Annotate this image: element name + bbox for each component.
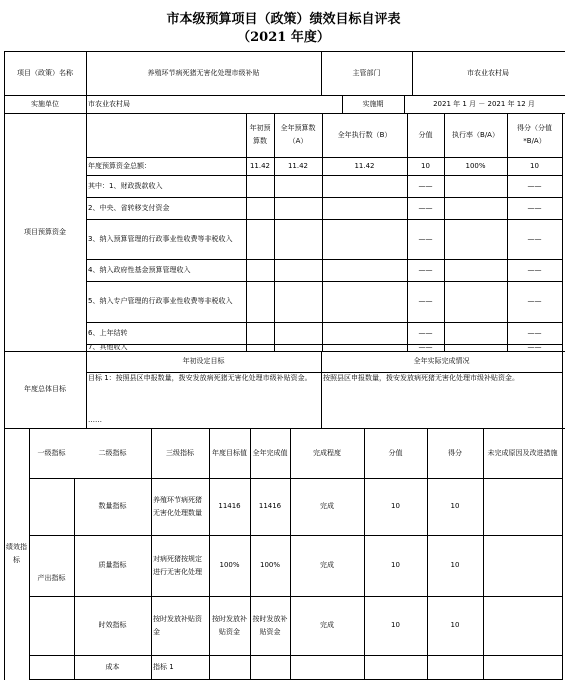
budget-row-label: 7、其他收入 [88, 344, 128, 351]
goals-actual-text: 按照县区申报数量，拨安发放病死猪无害化处理市级补贴资金。 [323, 374, 519, 382]
ind-row-target [209, 655, 250, 679]
budget-row-rate [444, 259, 507, 281]
budget-row-rate [444, 344, 507, 351]
ind-row-reason [483, 596, 562, 655]
budget-row-got: —— [527, 265, 542, 274]
budget-row-initial [246, 344, 274, 351]
evaluation-table [4, 51, 564, 679]
budget-row-score: —— [418, 297, 433, 305]
budget-row-initial: 11.42 [249, 161, 271, 170]
budget-row-score: —— [418, 344, 433, 351]
dept-value: 市农业农村局 [467, 68, 509, 77]
budget-row-executed [322, 175, 407, 197]
ind-row-got: 10 [450, 621, 460, 629]
budget-row-rate [444, 175, 507, 197]
goals-planned-text: 目标 1：按照县区申报数量，拨安发放病死猪无害化处理市级补贴资金。 [88, 374, 312, 382]
budget-header-initial: 年初预算数 [249, 124, 271, 145]
ind-header-level2: 二级指标 [98, 448, 127, 457]
ind-row-got: 10 [450, 502, 460, 510]
ind-row-level2: 质量指标 [98, 561, 127, 569]
budget-row-annual [274, 197, 322, 219]
budget-row-executed [322, 259, 407, 281]
budget-row-label: 5、纳入专户管理的行政事业性收费等非税收入 [88, 297, 233, 305]
unit-value: 市农业农村局 [88, 99, 130, 108]
ind-header-level3: 三级指标 [166, 448, 194, 457]
ind-row-score [364, 655, 427, 679]
ind-header-level1: 一级指标 [37, 448, 66, 457]
budget-row-annual [274, 344, 322, 351]
ind-row-level3: 按时发放补贴资金 [153, 614, 202, 636]
budget-row-score: —— [418, 328, 433, 337]
ind-row-score: 10 [391, 621, 400, 629]
budget-header-annual: 全年预算数（A） [280, 124, 316, 145]
budget-row-got: 10 [530, 161, 539, 170]
ind-row-level3: 指标 1 [153, 662, 174, 671]
budget-row-executed [322, 344, 407, 351]
budget-row-executed [322, 322, 407, 344]
ind-row-degree: 完成 [320, 621, 334, 629]
ind-row-got: 10 [450, 561, 460, 569]
budget-row-initial [246, 197, 274, 219]
budget-row-score: —— [418, 234, 433, 243]
dept-label: 主管部门 [352, 68, 381, 77]
ind-row-degree [290, 655, 364, 679]
indicators-section-label: 绩效指标 [6, 542, 27, 564]
budget-row-annual [274, 259, 322, 281]
grid-line [562, 113, 563, 429]
budget-row-rate [444, 281, 507, 322]
project-value: 养殖环节病死猪无害化处理市级补贴 [147, 68, 260, 77]
budget-row-score: —— [418, 203, 433, 212]
budget-row-score: —— [418, 181, 433, 190]
budget-row-initial [246, 259, 274, 281]
budget-row-annual [274, 219, 322, 259]
page-title: 市本级预算项目（政策）绩效目标自评表 [166, 12, 401, 27]
budget-header-got: 得分（分值*B/A） [517, 124, 552, 145]
budget-row-score: 10 [421, 161, 430, 170]
ind-row-reason [483, 478, 562, 535]
budget-row-got: —— [527, 234, 542, 243]
ind-row-degree: 完成 [320, 561, 334, 569]
ind-header-got: 得分 [448, 448, 462, 457]
budget-row-annual [274, 175, 322, 197]
budget-row-label: 4、纳入政府性基金预算管理收入 [88, 265, 191, 274]
ind-row-score: 10 [391, 561, 400, 569]
ind-row-actual: 11416 [258, 502, 282, 510]
ind-header-reason: 未完成原因及改进措施 [487, 448, 558, 457]
ind-row-actual: 按时发放补贴资金 [252, 614, 288, 636]
budget-row-rate: 100% [465, 161, 486, 170]
budget-row-rate [444, 197, 507, 219]
ind-row-level2: 数量指标 [98, 502, 127, 510]
ind-header-degree: 完成程度 [313, 448, 341, 457]
ind-row-reason [483, 655, 562, 679]
ind-header-score: 分值 [388, 448, 403, 457]
budget-header-score: 分值 [418, 130, 433, 139]
budget-row-annual [274, 281, 322, 322]
ind-row-actual: 100% [259, 561, 280, 569]
goals-planned-header: 年初设定目标 [182, 357, 225, 365]
ind-row-level3: 养殖环节病死猪无害化处理数量 [153, 495, 202, 517]
budget-header-executed: 全年执行数（B） [337, 130, 392, 139]
ind-header-target: 年度目标值 [212, 448, 247, 457]
ind-row-score: 10 [391, 502, 400, 510]
budget-row-label: 年度预算资金总额： [88, 161, 151, 170]
period-value: 2021 年 1 月 － 2021 年 12 月 [433, 99, 535, 108]
budget-row-initial [246, 322, 274, 344]
ind-row-level2: 时效指标 [98, 621, 127, 629]
budget-row-label: 6、上年结转 [88, 328, 128, 337]
goals-planned-extra: …… [88, 415, 102, 424]
budget-row-rate [444, 219, 507, 259]
budget-row-initial [246, 281, 274, 322]
budget-row-label: 3、纳入预算管理的行政事业性收费等非税收入 [88, 234, 233, 243]
budget-row-executed [322, 197, 407, 219]
ind-row-degree: 完成 [320, 502, 334, 510]
budget-row-annual: 11.42 [287, 161, 309, 170]
ind-row-level3: 对病死猪按规定进行无害化处理 [153, 554, 202, 576]
budget-section-label: 项目预算资金 [24, 227, 66, 236]
ind-row-actual [250, 655, 290, 679]
budget-row-rate [444, 322, 507, 344]
budget-row-label: 2、中央、省转移支付资金 [88, 203, 170, 212]
budget-row-got: —— [527, 328, 542, 337]
budget-row-executed: 11.42 [354, 161, 375, 170]
budget-row-initial [246, 175, 274, 197]
budget-row-initial [246, 219, 274, 259]
ind-row-target: 100% [219, 561, 240, 569]
budget-row-got: —— [527, 181, 542, 190]
page-subtitle: （2021 年度） [237, 30, 330, 45]
ind-row-target: 按时发放补贴资金 [212, 614, 247, 636]
goals-actual-header: 全年实际完成情况 [413, 357, 470, 365]
budget-row-got: —— [527, 344, 542, 351]
ind-row-got [427, 655, 483, 679]
grid-line [562, 428, 563, 680]
ind-row-level2: 成本 [105, 662, 120, 671]
budget-row-executed [322, 219, 407, 259]
goals-section-label: 年度总体目标 [24, 385, 66, 393]
ind-row-target: 11416 [218, 502, 241, 510]
budget-row-score: —— [418, 265, 433, 274]
ind-header-actual: 全年完成值 [252, 448, 288, 457]
unit-label: 实施单位 [31, 99, 59, 108]
budget-row-annual [274, 322, 322, 344]
period-label: 实施期 [362, 99, 384, 108]
ind-output-label: 产出指标 [37, 574, 66, 582]
budget-row-got: —— [527, 297, 542, 305]
budget-row-executed [322, 281, 407, 322]
ind-row-reason [483, 535, 562, 596]
budget-row-got: —— [527, 203, 542, 212]
project-label: 项目（政策）名称 [17, 68, 73, 77]
budget-row-label: 其中：1、财政拨款收入 [88, 181, 163, 190]
budget-header-rate: 执行率（B/A） [452, 130, 499, 139]
